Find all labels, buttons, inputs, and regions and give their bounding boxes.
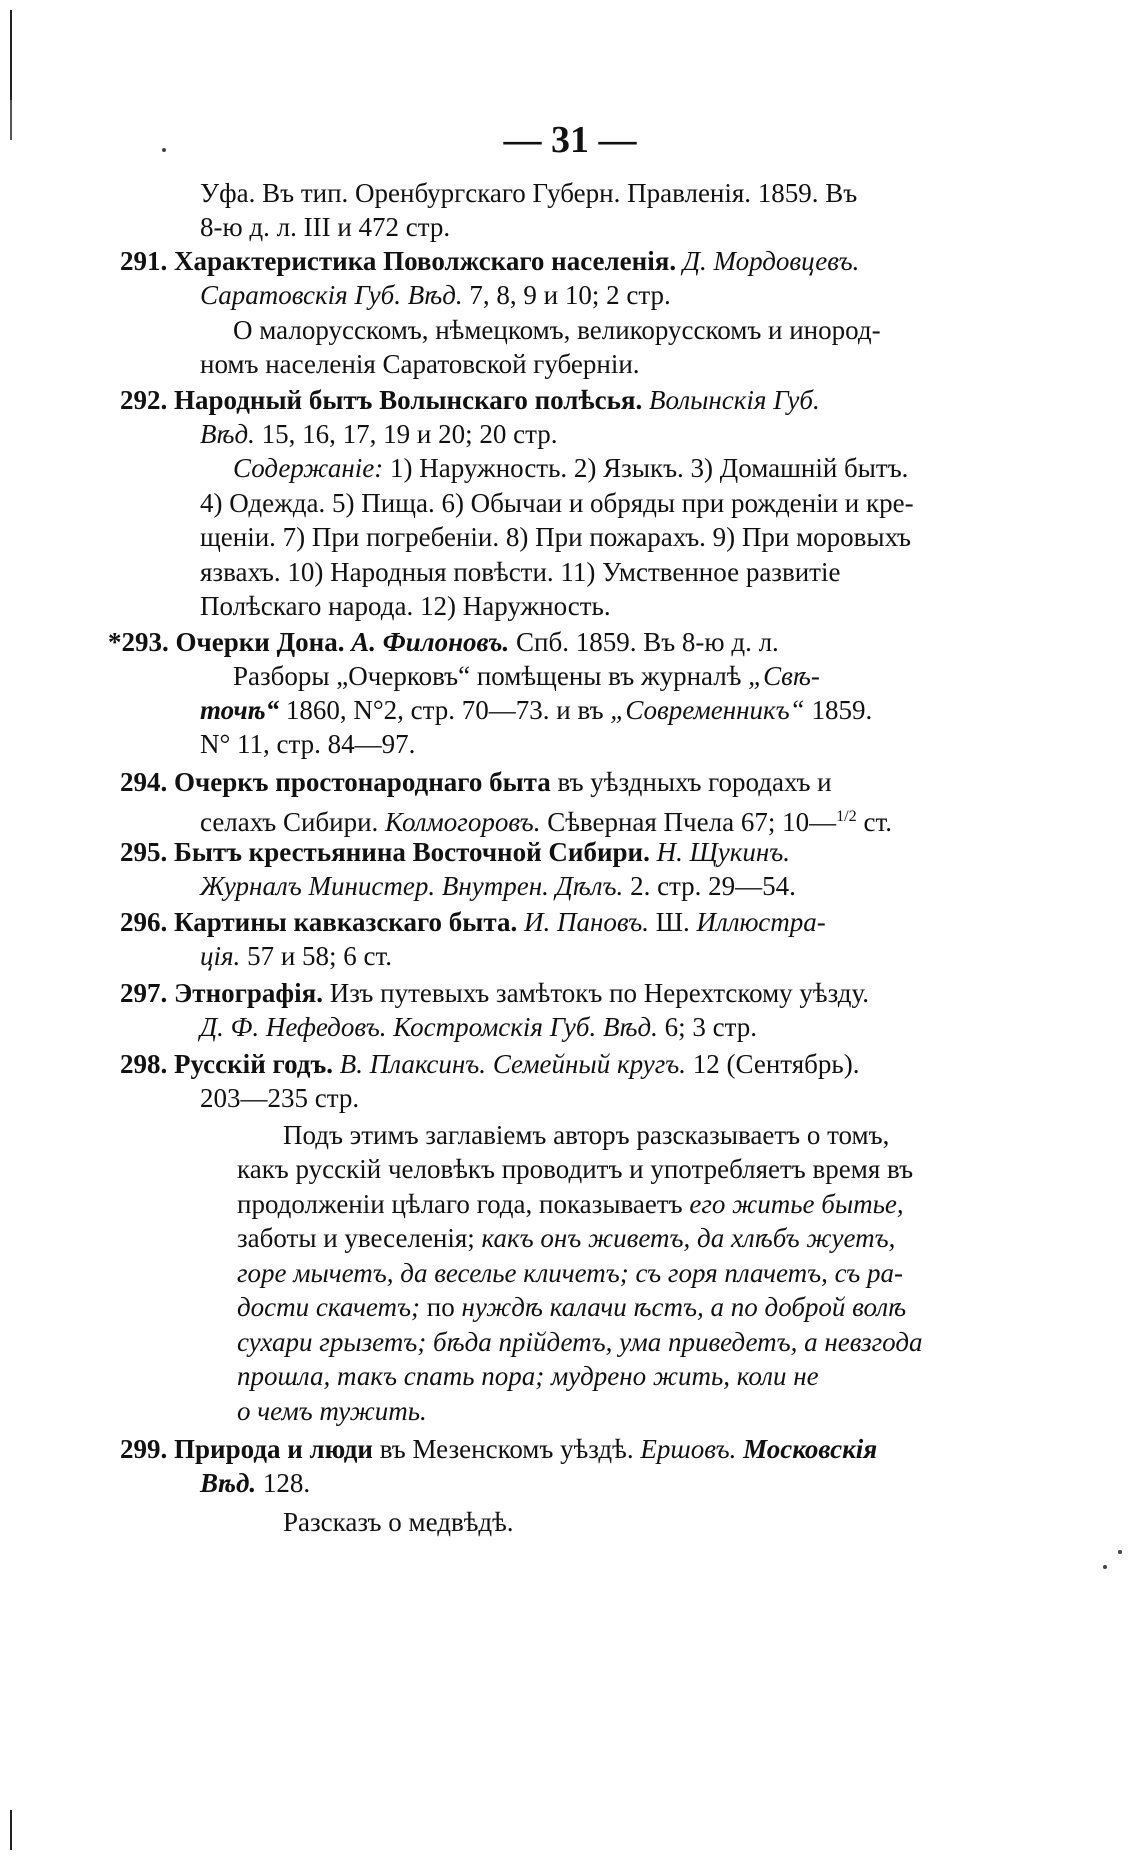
desc-text: заботы и увеселенія;	[237, 1223, 475, 1253]
entry-298-desc-1: Подъ этимъ заглавіемъ авторъ разсказываетъ о томъ,	[283, 1120, 890, 1150]
entry-detail: 15, 16, 17, 19 и 20; 20 стр.	[261, 419, 558, 449]
entry-292-line-6: язвахъ. 10) Народныя повѣсти. 11) Умственное развитіе	[200, 557, 841, 587]
entry-source: Костромскія Губ. Вѣд.	[393, 1012, 658, 1042]
entry-number: 296.	[120, 907, 168, 937]
entry-detail: Сѣверная Пчела 67; 10—	[547, 807, 837, 837]
entry-number: 294.	[120, 767, 168, 797]
desc-text: продолженіи цѣлаго года, показываетъ	[237, 1189, 683, 1219]
entry-298-desc-3	[237, 1187, 904, 1221]
desc-text: по	[426, 1292, 455, 1322]
entry-296-line-2	[200, 939, 392, 973]
entry-297-line-2	[200, 1010, 757, 1044]
entry-detail: 7, 8, 9 и 10; 2 стр.	[469, 280, 671, 310]
entry-291-line-1	[120, 244, 859, 278]
entry-source: Семейный кругъ.	[492, 1049, 687, 1079]
desc-quote: съ горя плачетъ, съ ра-	[635, 1258, 904, 1288]
entry-298-line-2: 203—235 стр.	[200, 1083, 360, 1113]
entry-292-line-1	[120, 383, 820, 417]
entry-author: Д. Мордовцевъ.	[682, 246, 860, 276]
scan-edge-mark	[10, 1810, 12, 1850]
entry-journal: „Современникъ“	[610, 695, 805, 725]
scan-speck	[1103, 1565, 1107, 1569]
entry-299-line-1	[120, 1432, 877, 1466]
entry-295-line-1	[120, 835, 790, 869]
entry-detail: въ уѣздныхъ городахъ и	[557, 767, 832, 797]
entry-title: Характеристика Поволжскаго населенія.	[174, 246, 677, 276]
entry-source: Журналъ Министер. Внутрен. Дѣлъ.	[200, 871, 624, 901]
entry-number: 295.	[120, 837, 168, 867]
entry-author: Ершовъ.	[640, 1434, 737, 1464]
entry-detail: Ш.	[655, 907, 690, 937]
intro-line-1: Уфа. Въ тип. Оренбургскаго Губерн. Правленія. 1859. Въ	[200, 178, 858, 208]
desc-quote: какъ онъ живетъ, да хлѣбъ жуетъ,	[481, 1223, 896, 1253]
entry-source: Московскія	[743, 1434, 878, 1464]
scan-edge-mark	[10, 10, 12, 100]
page-number: — 31 —	[503, 119, 637, 161]
entry-detail: ст.	[863, 807, 893, 837]
entry-detail: 57 и 58; 6 ст.	[247, 941, 393, 971]
entry-author: Н. Щукинъ.	[656, 837, 791, 867]
entry-source: Иллюстра-	[696, 907, 826, 937]
entry-298-line-1	[120, 1047, 859, 1081]
entry-detail: 128.	[262, 1468, 311, 1498]
entry-292-line-4: 4) Одежда. 5) Пища. 6) Обычаи и обряды при рожденіи и кре-	[200, 488, 914, 518]
entry-296-line-1	[120, 905, 826, 939]
entry-number: 297.	[120, 978, 168, 1008]
entry-detail: Изъ путевыхъ замѣтокъ по Нерехтскому уѣзду.	[329, 978, 870, 1008]
entry-292-line-5: щеніи. 7) При погребеніи. 8) При пожарахъ. 9) При моровыхъ	[200, 522, 912, 552]
entry-298-desc-9: о чемъ тужить.	[237, 1396, 427, 1426]
entry-author: В. Плаксинъ.	[339, 1049, 487, 1079]
entry-author: Д. Ф. Нефедовъ.	[200, 1012, 387, 1042]
entry-note: 1860, N°2, стр. 70—73. и въ	[285, 695, 604, 725]
intro-line-2: 8-ю д. л. III и 472 стр.	[200, 212, 451, 242]
entry-source: ція.	[200, 941, 241, 971]
fraction: 1/2	[836, 807, 857, 825]
entry-journal: „Свѣ-	[748, 661, 820, 691]
contents-label: Содержаніе:	[233, 453, 384, 483]
entry-number: 291.	[120, 246, 168, 276]
scan-speck	[1118, 1550, 1122, 1554]
entry-298-desc-2: какъ русскій человѣкъ проводитъ и употребляетъ время въ	[237, 1154, 914, 1184]
entry-292-line-2	[200, 417, 558, 451]
entry-note: 1859.	[811, 695, 873, 725]
entry-293-line-3	[200, 693, 872, 727]
entry-298-desc-6	[237, 1290, 906, 1324]
contents-text: 1) Наружность. 2) Языкъ. 3) Домашній бытъ.	[390, 453, 909, 483]
entry-299-note: Разсказъ о медвѣдѣ.	[283, 1507, 514, 1537]
entry-title: Природа и люди	[174, 1434, 373, 1464]
entry-292-line-3	[233, 451, 908, 485]
entry-title: Русскій годъ.	[174, 1049, 333, 1079]
entry-detail: селахъ Сибири.	[200, 807, 379, 837]
entry-source: Саратовскія Губ. Вѣд.	[200, 280, 463, 310]
entry-journal: точѣ“	[200, 695, 280, 725]
entry-author: Колмогоровъ.	[385, 807, 541, 837]
entry-293-line-4: N° 11, стр. 84—97.	[200, 729, 416, 759]
entry-291-line-2	[200, 278, 671, 312]
entry-source: Вѣд.	[200, 1468, 257, 1498]
entry-title: Очерки Дона.	[175, 627, 345, 657]
entry-author: И. Пановъ.	[523, 907, 649, 937]
entry-detail: Спб. 1859. Въ 8-ю д. л.	[516, 627, 779, 657]
entry-298-desc-7: сухари грызетъ; бѣда прійдетъ, ума приведетъ, а невзгода	[237, 1327, 923, 1357]
entry-293-line-1	[108, 625, 779, 659]
entry-number: *293.	[108, 627, 169, 657]
entry-detail: 2. стр. 29—54.	[630, 871, 796, 901]
entry-298-desc-5	[237, 1256, 903, 1290]
entry-title: Картины кавказскаго быта.	[174, 907, 518, 937]
desc-quote: нуждѣ калачи ѣстъ, а по доброй волѣ	[461, 1292, 907, 1322]
entry-295-line-2	[200, 869, 796, 903]
entry-number: 292.	[120, 385, 168, 415]
entry-298-desc-4	[237, 1221, 895, 1255]
entry-title: Бытъ крестьянина Восточной Сибири.	[174, 837, 650, 867]
entry-number: 298.	[120, 1049, 168, 1079]
entry-294-line-2	[200, 799, 892, 839]
entry-author: А. Филоновъ.	[351, 627, 510, 657]
entry-source: Волынскія Губ.	[649, 385, 820, 415]
entry-294-line-1	[120, 765, 832, 799]
entry-298-desc-8: прошла, такъ спать пора; мудрено жить, коли не	[237, 1361, 819, 1391]
entry-293-line-2	[233, 659, 820, 693]
desc-quote: горе мычетъ, да веселье кличетъ;	[237, 1258, 629, 1288]
entry-source: Вѣд.	[200, 419, 255, 449]
entry-detail: 6; 3 стр.	[664, 1012, 758, 1042]
entry-297-line-1	[120, 976, 869, 1010]
entry-title: Народный бытъ Волынскаго полѣсья.	[174, 385, 643, 415]
entry-292-line-7: Полѣскаго народа. 12) Наружность.	[200, 591, 611, 621]
entry-291-line-3: О малорусскомъ, нѣмецкомъ, великорусскомъ и инород-	[233, 315, 881, 345]
entry-detail: въ Мезенскомъ уѣздѣ.	[379, 1434, 634, 1464]
desc-quote: его житье бытье,	[689, 1189, 904, 1219]
desc-quote: дости скачетъ;	[237, 1292, 420, 1322]
entry-291-line-4: номъ населенія Саратовской губерніи.	[200, 349, 640, 379]
entry-number: 299.	[120, 1434, 168, 1464]
entry-title: Очеркъ простонароднаго быта	[174, 767, 551, 797]
entry-note: Разборы „Очерковъ“ помѣщены въ журналѣ	[233, 661, 742, 691]
entry-299-line-2	[200, 1466, 310, 1500]
entry-detail: 12 (Сентябрь).	[692, 1049, 860, 1079]
entry-title: Этнографія.	[174, 978, 323, 1008]
